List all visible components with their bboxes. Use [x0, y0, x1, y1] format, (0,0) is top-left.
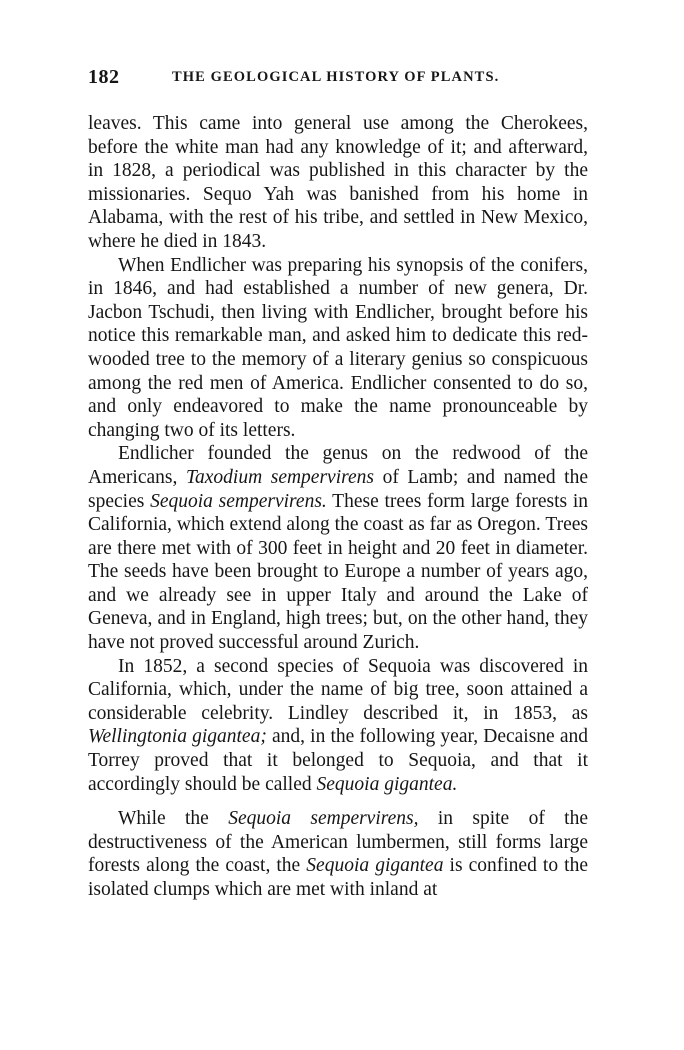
- paragraph-sempervirens-forests: [88, 807, 588, 901]
- paragraph-continuation: [88, 112, 588, 254]
- species-name-italic: Taxodium sempervirens: [185, 466, 374, 488]
- paragraph-text: leaves. This came into general use among the Cherokees, before the white man had any knowledge of it; and afterward, in 1828, a periodical was published in this character by the missionaries. Sequo Yah was banished from his home in Alabama, with the rest of his tribe, and settled in New Mexico, where he died in 1843.: [88, 113, 588, 252]
- paragraph-text: When Endlicher was preparing his synopsis of the conifers, in 1846, and had established a number of new genera, Dr. Jacbon Tschudi, then living with Endlicher, brought before his notice this remarkable man, and asked him to dedicate this red-wooded tree to the memory of a literary genius so conspicuous among the red men of America. Endlicher consented to do so, and only endeavored to make the name pronounceable by changing two of its letters.: [88, 254, 588, 441]
- body-text: [88, 112, 588, 902]
- paragraph-text: and, in the following year, Decaisne and Torrey proved that it belonged to Sequoia, and that it accordingly should be called: [88, 726, 588, 795]
- running-title: THE GEOLOGICAL HISTORY OF PLANTS.: [172, 69, 500, 85]
- paragraph-text: of Lamb; and named the species: [88, 466, 588, 512]
- species-name-italic: Sequoia gigantea.: [316, 773, 458, 795]
- paragraph-endlicher-synopsis: [88, 254, 588, 443]
- paragraph-genus-founding: [88, 442, 588, 654]
- paragraph-second-species: [88, 655, 588, 797]
- paragraph-text: is confined to the isolated clumps which are met with inland at: [88, 855, 588, 900]
- page-number: 182: [88, 66, 120, 88]
- species-name-italic: Sequoia sempervirens,: [228, 808, 419, 830]
- paragraph-text: While the: [118, 808, 229, 830]
- species-name-italic: Sequoia gigantea: [306, 855, 444, 877]
- paragraph-text: In 1852, a second species of Sequoia was discovered in California, which, under the name of big tree, soon attained a considerable celebrity. Lindley described it, in 1853, as: [88, 655, 588, 724]
- paragraph-text: Endlicher founded the genus on the redwood of the Americans,: [88, 443, 588, 488]
- paragraph-text: in spite of the destructiveness of the American lumbermen, still forms large forests along the coast, the: [88, 808, 588, 877]
- species-name-italic: Wellingtonia gigantea;: [88, 726, 267, 748]
- species-name-italic: Sequoia sempervirens.: [150, 490, 327, 512]
- paragraph-text: These trees form large forests in California, which extend along the coast as far as Oregon. Trees are there met with of 300 feet in height and 20 feet in diameter. The seeds have been brought to Europe a number of years ago, and we already see in upper Italy and around the Lake of Geneva, and in England, high trees; but, on the other hand, they have not proved successful around Zurich.: [88, 490, 589, 654]
- running-header: [88, 66, 588, 92]
